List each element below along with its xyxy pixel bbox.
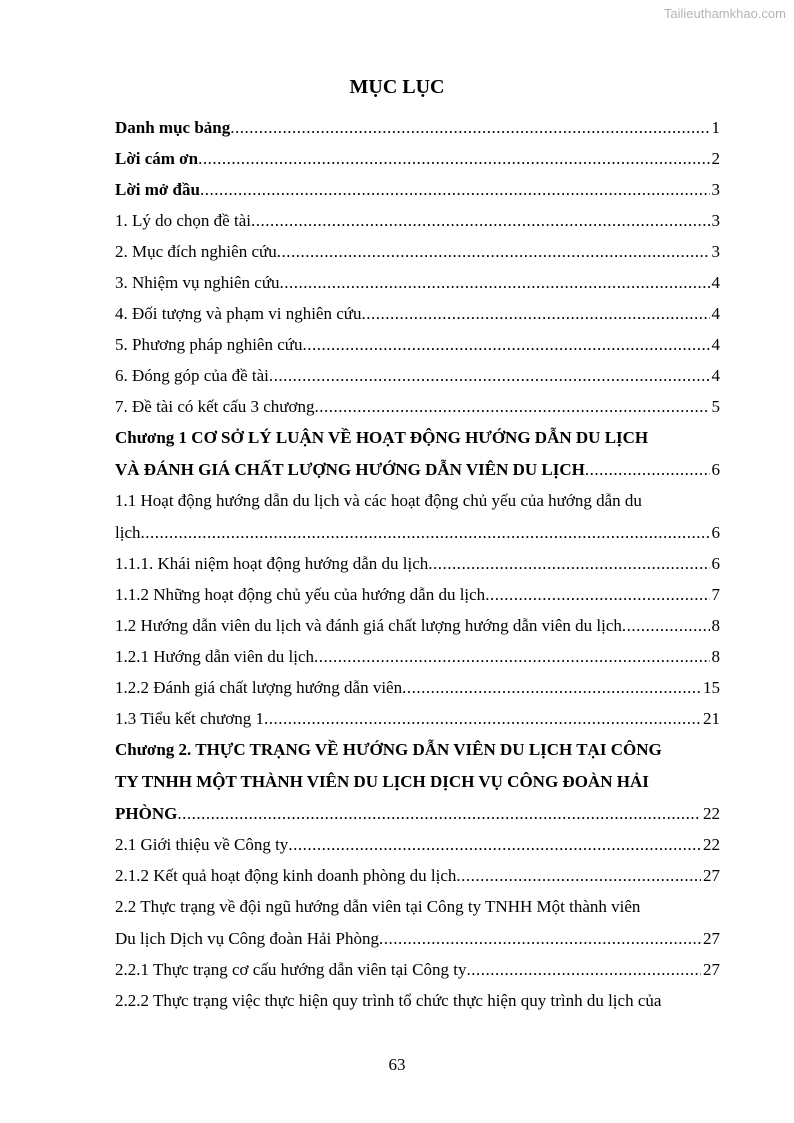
- toc-entry: [115, 860, 720, 891]
- toc-entry: [115, 954, 720, 985]
- toc-entry-text: Danh mục bảng: [115, 118, 231, 137]
- toc-entry: [115, 205, 720, 236]
- toc-entry-page: 2: [711, 149, 720, 168]
- toc-entry-page: 22: [703, 804, 720, 823]
- toc-entry-page: 4: [711, 273, 720, 292]
- toc-entry-text: 1.1.2 Những hoạt động chủ yếu của hướng dẫn du lịch: [115, 585, 486, 604]
- toc-entry-page: 4: [711, 304, 720, 323]
- toc-entry: [115, 174, 720, 205]
- table-of-contents: [115, 112, 720, 1017]
- toc-entry-page: 3: [711, 211, 720, 230]
- toc-entry-chapter-1-line1: Chương 1 CƠ SỞ LÝ LUẬN VỀ HOẠT ĐỘNG HƯỚNG DẪN DU LỊCH: [115, 428, 649, 447]
- toc-entry-page: 22: [703, 835, 720, 854]
- toc-entry-text: PHÒNG: [115, 804, 178, 823]
- toc-entry-page: 3: [711, 180, 720, 199]
- toc-entry-text: VÀ ĐÁNH GIÁ CHẤT LƯỢNG HƯỚNG DẪN VIÊN DU LỊCH: [115, 460, 585, 479]
- toc-entry-text: 5. Phương pháp nghiên cứu: [115, 335, 303, 354]
- toc-entry-text: 2.1.2 Kết quả hoạt động kinh doanh phòng du lịch: [115, 866, 457, 885]
- toc-entry: [115, 798, 720, 829]
- toc-entry: [115, 143, 720, 174]
- toc-entry-text: 7. Đề tài có kết cấu 3 chương: [115, 397, 315, 416]
- toc-entry-text: Lời cám ơn: [115, 149, 199, 168]
- toc-entry-text: 3. Nhiệm vụ nghiên cứu: [115, 273, 280, 292]
- toc-entry-page: 6: [711, 554, 720, 573]
- toc-entry-section-2-2-line1: 2.2 Thực trạng về đội ngũ hướng dẫn viên tại Công ty TNHH Một thành viên: [115, 897, 641, 916]
- toc-entry-page: 8: [711, 647, 720, 666]
- toc-entry: [115, 329, 720, 360]
- toc-entry-page: 15: [703, 678, 720, 697]
- toc-entry-page: 1: [711, 118, 720, 137]
- toc-entry: [115, 112, 720, 143]
- toc-entry-text: 1.2 Hướng dẫn viên du lịch và đánh giá chất lượng hướng dẫn viên du lịch: [115, 616, 622, 635]
- page-number: 63: [388, 1055, 406, 1074]
- toc-entry: [115, 829, 720, 860]
- toc-entry-section-1-1-line1: 1.1 Hoạt động hướng dẫn du lịch và các hoạt động chủ yếu của hướng dẫn du: [115, 491, 642, 510]
- toc-entry: [115, 454, 720, 485]
- watermark: Tailieuthamkhao.com: [663, 6, 786, 21]
- toc-entry-text: 2. Mục đích nghiên cứu: [115, 242, 277, 261]
- toc-entry: [115, 391, 720, 422]
- toc-entry-text: 1.1.1. Khái niệm hoạt động hướng dẫn du lịch: [115, 554, 429, 573]
- toc-entry-text: Du lịch Dịch vụ Công đoàn Hải Phòng: [115, 929, 379, 948]
- toc-entry: [115, 923, 720, 954]
- toc-entry: [115, 360, 720, 391]
- toc-entry: [115, 579, 720, 610]
- toc-entry-text: Lời mở đầu: [115, 180, 200, 199]
- toc-entry: [115, 298, 720, 329]
- toc-entry-page: 27: [703, 929, 720, 948]
- toc-entry-page: 5: [711, 397, 720, 416]
- page-title: MỤC LỤC: [349, 76, 445, 98]
- toc-entry-text: 6. Đóng góp của đề tài: [115, 366, 269, 385]
- toc-entry-page: 27: [703, 866, 720, 885]
- toc-entry: [115, 703, 720, 734]
- toc-entry-page: 27: [703, 960, 720, 979]
- toc-entry: [115, 610, 720, 641]
- toc-entry-page: 4: [711, 366, 720, 385]
- toc-entry-text: 1.2.2 Đánh giá chất lượng hướng dẫn viên: [115, 678, 403, 697]
- toc-entry: [115, 517, 720, 548]
- toc-entry-page: 8: [711, 616, 720, 635]
- toc-entry-page: 21: [703, 709, 720, 728]
- toc-entry-page: 6: [711, 460, 720, 479]
- toc-entry-text: lịch: [115, 523, 141, 542]
- toc-entry-text: 1.3 Tiểu kết chương 1: [115, 709, 265, 728]
- toc-entry: [115, 672, 720, 703]
- toc-entry: [115, 548, 720, 579]
- toc-entry: [115, 267, 720, 298]
- toc-entry-chapter-2-line2: TY TNHH MỘT THÀNH VIÊN DU LỊCH DỊCH VỤ CÔNG ĐOÀN HẢI: [115, 772, 649, 791]
- toc-entry-section-2-2-2-line1: 2.2.2 Thực trạng việc thực hiện quy trình tổ chức thực hiện quy trình du lịch của: [115, 991, 662, 1010]
- toc-entry-text: 4. Đối tượng và phạm vi nghiên cứu: [115, 304, 362, 323]
- toc-entry-text: 2.1 Giới thiệu về Công ty: [115, 835, 289, 854]
- toc-entry-page: 7: [711, 585, 720, 604]
- toc-entry-text: 2.2.1 Thực trạng cơ cấu hướng dẫn viên tại Công ty: [115, 960, 467, 979]
- toc-entry: [115, 236, 720, 267]
- toc-entry-page: 6: [711, 523, 720, 542]
- toc-entry-page: 4: [711, 335, 720, 354]
- toc-entry: [115, 641, 720, 672]
- toc-entry-text: 1.2.1 Hướng dẫn viên du lịch: [115, 647, 315, 666]
- toc-entry-text: 1. Lý do chọn đề tài: [115, 211, 251, 230]
- toc-entry-page: 3: [711, 242, 720, 261]
- toc-entry-chapter-2-line1: Chương 2. THỰC TRẠNG VỀ HƯỚNG DẪN VIÊN DU LỊCH TẠI CÔNG: [115, 740, 662, 759]
